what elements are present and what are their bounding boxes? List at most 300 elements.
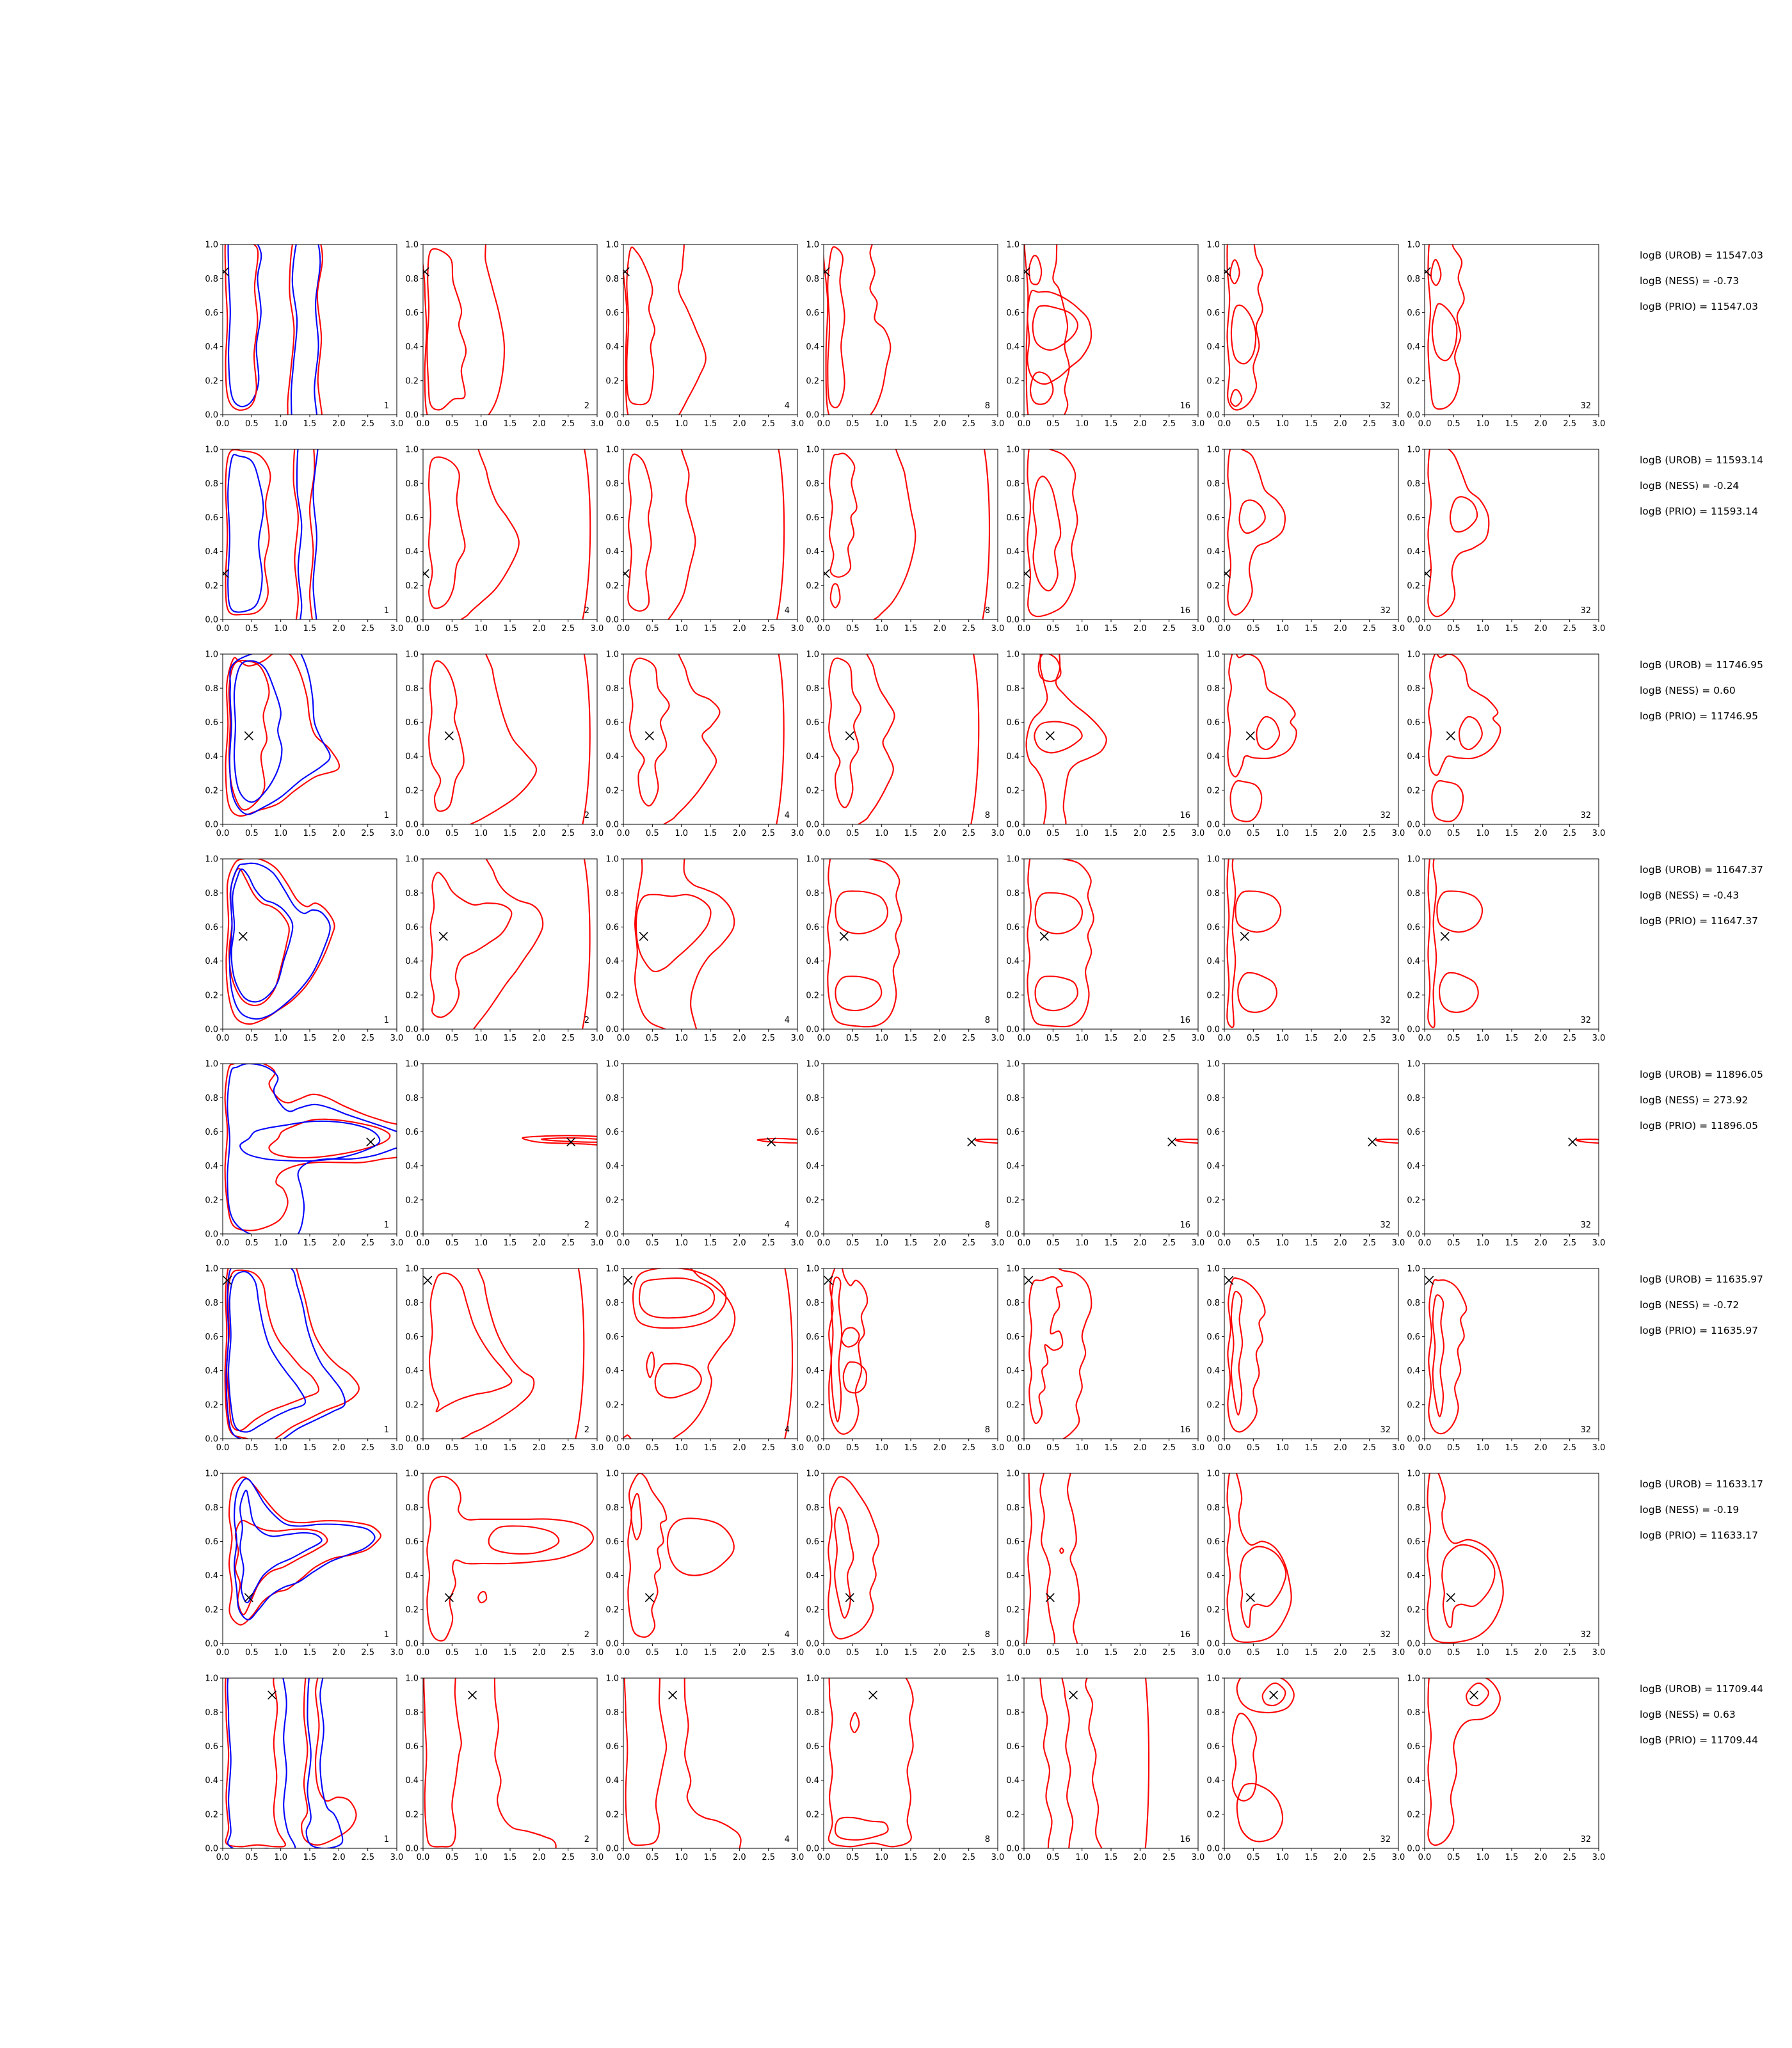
y-tick-label: 0.6 xyxy=(1006,1537,1020,1547)
axes-box xyxy=(1024,244,1198,415)
truth-marker-x xyxy=(220,268,228,276)
axes-box xyxy=(1224,654,1398,824)
y-tick-label: 0.8 xyxy=(1206,1298,1220,1308)
x-tick-label: 1.0 xyxy=(875,1648,889,1658)
subplot-canvas xyxy=(796,1263,1003,1455)
subplot-corner-label: 8 xyxy=(984,401,990,411)
x-tick-label: 0.5 xyxy=(1046,419,1060,429)
y-tick-label: 0.8 xyxy=(605,1093,619,1103)
contour-path-red xyxy=(1256,717,1279,749)
x-tick-label: 0.5 xyxy=(1246,829,1260,838)
x-tick-label: 0.5 xyxy=(645,829,659,838)
subplot-corner-label: 32 xyxy=(1380,606,1391,616)
y-tick-label: 0.2 xyxy=(605,1196,619,1206)
contour-path-red xyxy=(1227,845,1235,1027)
subplot-corner-label: 2 xyxy=(584,1835,589,1844)
y-tick-label: 0.4 xyxy=(205,957,218,967)
axes-box xyxy=(824,859,998,1029)
y-tick-label: 0.6 xyxy=(205,1127,218,1137)
subplot-canvas xyxy=(1396,854,1604,1046)
x-tick-label: 2.0 xyxy=(532,829,546,838)
contour-path-red xyxy=(1230,260,1240,284)
x-tick-label: 3.0 xyxy=(1191,1648,1205,1658)
subplot-r3c7 xyxy=(1396,649,1604,841)
contour-path-red xyxy=(1240,500,1265,532)
x-tick-label: 0.0 xyxy=(216,1034,230,1043)
x-tick-label: 1.5 xyxy=(703,1853,717,1862)
x-tick-label: 2.5 xyxy=(1363,829,1377,838)
x-tick-label: 0.5 xyxy=(645,624,659,634)
y-tick-label: 1.0 xyxy=(405,1469,419,1479)
y-tick-label: 0.8 xyxy=(405,888,419,899)
y-tick-label: 0.2 xyxy=(1006,1605,1020,1615)
contour-path-red xyxy=(478,1592,486,1603)
y-tick-label: 0.0 xyxy=(806,820,819,830)
x-tick-label: 0.0 xyxy=(1418,1238,1432,1248)
y-tick-label: 0.2 xyxy=(1407,991,1420,1001)
x-tick-label: 1.0 xyxy=(1476,1648,1490,1658)
x-tick-label: 1.0 xyxy=(474,1443,488,1453)
x-tick-label: 0.5 xyxy=(244,419,259,429)
subplot-r7c1 xyxy=(195,1468,402,1660)
subplot-r4c4 xyxy=(796,854,1003,1046)
x-tick-label: 0.0 xyxy=(1217,1034,1231,1043)
y-tick-label: 0.6 xyxy=(1006,1332,1020,1342)
contour-path-red xyxy=(1237,1784,1283,1842)
axes-box xyxy=(423,654,597,824)
x-tick-label: 2.5 xyxy=(962,419,976,429)
y-tick-label: 0.2 xyxy=(1206,581,1220,591)
row-5-annotation xyxy=(1640,1069,1787,1146)
x-tick-label: 2.5 xyxy=(361,1443,375,1453)
contour-path-red xyxy=(1027,848,1093,1027)
x-tick-label: 1.5 xyxy=(703,829,717,838)
subplot-canvas xyxy=(796,444,1003,636)
x-tick-label: 2.5 xyxy=(361,419,375,429)
x-tick-label: 2.5 xyxy=(1563,829,1577,838)
subplot-r6c4 xyxy=(796,1263,1003,1455)
subplot-canvas xyxy=(595,854,803,1046)
y-tick-label: 0.2 xyxy=(806,1605,819,1615)
x-tick-label: 1.5 xyxy=(904,1443,918,1453)
x-tick-label: 0.0 xyxy=(1418,1853,1432,1862)
y-tick-label: 0.8 xyxy=(605,274,619,284)
contour-path-red xyxy=(489,1526,559,1554)
x-tick-label: 3.0 xyxy=(790,829,804,838)
x-tick-label: 2.0 xyxy=(1133,829,1147,838)
subplot-canvas xyxy=(796,854,1003,1046)
subplot-r7c7 xyxy=(1396,1468,1604,1660)
subplot-corner-label: 1 xyxy=(383,606,389,616)
y-tick-label: 0.4 xyxy=(1407,752,1420,762)
y-tick-label: 1.0 xyxy=(205,1264,218,1274)
subplot-r6c1 xyxy=(195,1263,402,1455)
x-tick-label: 1.0 xyxy=(1276,419,1290,429)
y-tick-label: 0.2 xyxy=(1407,376,1420,387)
x-tick-label: 0.5 xyxy=(1246,624,1260,634)
x-tick-label: 2.0 xyxy=(332,1034,346,1043)
subplot-r8c5 xyxy=(996,1673,1203,1865)
x-tick-label: 2.5 xyxy=(1363,1853,1377,1862)
axes-box xyxy=(423,244,597,415)
logB-urob-label: logB (UROB) = 11746.95 xyxy=(1640,659,1764,671)
x-tick-label: 2.5 xyxy=(762,1034,776,1043)
x-tick-label: 2.0 xyxy=(732,829,746,838)
y-tick-label: 0.4 xyxy=(405,547,419,557)
row-1-annotation xyxy=(1640,250,1787,326)
contour-path-red xyxy=(630,659,669,806)
x-tick-label: 0.0 xyxy=(1017,1648,1031,1658)
x-tick-label: 3.0 xyxy=(790,1853,804,1862)
x-tick-label: 2.0 xyxy=(1533,624,1548,634)
subplot-corner-label: 4 xyxy=(784,811,790,820)
subplot-canvas xyxy=(395,239,602,431)
y-tick-label: 0.2 xyxy=(405,376,419,387)
contour-path-red xyxy=(1459,717,1482,749)
subplot-corner-label: 8 xyxy=(984,1425,990,1435)
contour-path-red xyxy=(1231,1292,1242,1415)
contour-path-red xyxy=(853,620,979,862)
subplot-corner-label: 32 xyxy=(1380,401,1391,411)
axes-box xyxy=(1425,449,1599,620)
x-tick-label: 1.5 xyxy=(303,1443,317,1453)
x-tick-label: 0.5 xyxy=(845,1443,860,1453)
x-tick-label: 2.0 xyxy=(532,624,546,634)
truth-marker-x xyxy=(1069,1691,1078,1699)
y-tick-label: 0.4 xyxy=(605,1776,619,1786)
x-tick-label: 3.0 xyxy=(991,829,1005,838)
x-tick-label: 1.0 xyxy=(675,1443,689,1453)
y-tick-label: 0.4 xyxy=(1206,957,1220,967)
contour-path-red xyxy=(1576,1139,1606,1143)
y-tick-label: 1.0 xyxy=(1006,650,1020,660)
x-tick-label: 3.0 xyxy=(390,624,404,634)
subplot-r3c3 xyxy=(595,649,803,841)
x-tick-label: 2.5 xyxy=(762,1648,776,1658)
x-tick-label: 0.5 xyxy=(1446,419,1460,429)
axes-box xyxy=(824,1268,998,1439)
axes-box xyxy=(1224,1064,1398,1234)
y-tick-label: 0.4 xyxy=(806,1776,819,1786)
x-tick-label: 1.5 xyxy=(1104,419,1118,429)
y-tick-label: 1.0 xyxy=(605,854,619,865)
logB-prio-label: logB (PRIO) = 11647.37 xyxy=(1640,915,1758,927)
y-tick-label: 0.4 xyxy=(605,342,619,353)
x-tick-label: 1.5 xyxy=(1505,1238,1519,1248)
contour-path-blue xyxy=(240,1121,380,1161)
contour-path-red xyxy=(1027,291,1091,384)
y-tick-label: 0.0 xyxy=(806,1639,819,1649)
x-tick-label: 0.0 xyxy=(1217,419,1231,429)
x-tick-label: 2.0 xyxy=(532,1034,546,1043)
x-tick-label: 1.0 xyxy=(274,624,288,634)
x-tick-label: 1.5 xyxy=(503,1238,517,1248)
x-tick-label: 1.0 xyxy=(875,829,889,838)
y-tick-label: 0.4 xyxy=(1407,1571,1420,1581)
y-tick-label: 0.6 xyxy=(405,308,419,318)
x-tick-label: 0.0 xyxy=(616,1648,630,1658)
y-tick-label: 0.0 xyxy=(1407,410,1420,420)
y-tick-label: 0.0 xyxy=(205,1025,218,1035)
subplot-canvas xyxy=(195,1468,402,1660)
subplot-r2c1 xyxy=(195,444,402,636)
x-tick-label: 2.5 xyxy=(762,1238,776,1248)
x-tick-label: 3.0 xyxy=(1391,1443,1405,1453)
x-tick-label: 2.0 xyxy=(1333,1443,1347,1453)
y-tick-label: 0.6 xyxy=(806,1741,819,1752)
subplot-corner-label: 32 xyxy=(1580,401,1591,411)
y-tick-label: 0.8 xyxy=(605,1503,619,1513)
axes-box xyxy=(824,1678,998,1848)
subplot-r2c7 xyxy=(1396,444,1604,636)
y-tick-label: 0.4 xyxy=(205,752,218,762)
axes-box xyxy=(423,449,597,620)
subplot-canvas xyxy=(595,1263,803,1455)
y-tick-label: 1.0 xyxy=(205,650,218,660)
x-tick-label: 2.0 xyxy=(532,1238,546,1248)
subplot-corner-label: 8 xyxy=(984,1016,990,1025)
x-tick-label: 0.5 xyxy=(645,1034,659,1043)
x-tick-label: 1.0 xyxy=(675,419,689,429)
x-tick-label: 2.0 xyxy=(332,1648,346,1658)
y-tick-label: 0.6 xyxy=(405,1741,419,1752)
x-tick-label: 3.0 xyxy=(590,1238,604,1248)
y-tick-label: 1.0 xyxy=(605,1469,619,1479)
subplot-r6c7 xyxy=(1396,1263,1604,1455)
x-tick-label: 0.0 xyxy=(1418,1648,1432,1658)
subplot-r3c2 xyxy=(395,649,602,841)
x-tick-label: 0.0 xyxy=(616,624,630,634)
contour-path-red xyxy=(1060,1548,1064,1553)
x-tick-label: 1.0 xyxy=(274,1648,288,1658)
y-tick-label: 0.4 xyxy=(1006,752,1020,762)
x-tick-label: 2.0 xyxy=(932,829,947,838)
y-tick-label: 0.2 xyxy=(605,581,619,591)
x-tick-label: 0.0 xyxy=(616,1853,630,1862)
y-tick-label: 0.6 xyxy=(605,922,619,932)
x-tick-label: 1.5 xyxy=(703,1648,717,1658)
contour-path-blue xyxy=(234,660,282,802)
y-tick-label: 0.8 xyxy=(605,888,619,899)
y-tick-label: 0.4 xyxy=(405,1162,419,1172)
x-tick-label: 1.5 xyxy=(1505,829,1519,838)
x-tick-label: 3.0 xyxy=(1592,829,1606,838)
y-tick-label: 0.2 xyxy=(1206,991,1220,1001)
x-tick-label: 2.0 xyxy=(932,624,947,634)
y-tick-label: 0.6 xyxy=(205,513,218,523)
x-tick-label: 2.0 xyxy=(1333,1238,1347,1248)
x-tick-label: 0.0 xyxy=(817,829,831,838)
x-tick-label: 2.5 xyxy=(361,1648,375,1658)
subplot-canvas xyxy=(595,444,803,636)
logB-prio-label: logB (PRIO) = 11746.95 xyxy=(1640,710,1758,722)
subplot-r3c5 xyxy=(996,649,1203,841)
y-tick-label: 0.8 xyxy=(806,1093,819,1103)
subplot-corner-label: 16 xyxy=(1180,1220,1190,1230)
subplot-r8c3 xyxy=(595,1673,803,1865)
contour-path-red xyxy=(1238,973,1277,1012)
y-tick-label: 0.8 xyxy=(405,684,419,694)
subplot-r2c4 xyxy=(796,444,1003,636)
subplot-corner-label: 32 xyxy=(1580,1630,1591,1640)
subplot-canvas xyxy=(996,444,1203,636)
y-tick-label: 1.0 xyxy=(806,1059,819,1069)
y-tick-label: 0.6 xyxy=(405,513,419,523)
y-tick-label: 0.4 xyxy=(205,342,218,353)
x-tick-label: 0.5 xyxy=(445,624,459,634)
x-tick-label: 2.5 xyxy=(1162,1034,1176,1043)
x-tick-label: 1.0 xyxy=(474,1238,488,1248)
contour-path-red xyxy=(453,825,590,1069)
x-tick-label: 0.0 xyxy=(216,1853,230,1862)
y-tick-label: 0.4 xyxy=(1206,342,1220,353)
contour-path-red xyxy=(835,1818,888,1840)
y-tick-label: 0.4 xyxy=(1206,1571,1220,1581)
contour-path-red xyxy=(448,620,589,864)
x-tick-label: 1.0 xyxy=(1276,1034,1290,1043)
y-tick-label: 0.6 xyxy=(205,1332,218,1342)
truth-marker-x xyxy=(1021,570,1030,578)
x-tick-label: 1.0 xyxy=(474,1034,488,1043)
x-tick-label: 3.0 xyxy=(590,829,604,838)
x-tick-label: 1.0 xyxy=(875,1443,889,1453)
logB-ness-label: logB (NESS) = -0.72 xyxy=(1640,1299,1740,1311)
x-tick-label: 1.0 xyxy=(1476,1853,1490,1862)
x-tick-label: 1.0 xyxy=(1276,624,1290,634)
y-tick-label: 0.0 xyxy=(1407,1229,1420,1240)
y-tick-label: 1.0 xyxy=(405,854,419,865)
contour-path-red xyxy=(1027,438,1077,616)
x-tick-label: 1.5 xyxy=(1304,1034,1318,1043)
x-tick-label: 1.0 xyxy=(274,1443,288,1453)
y-tick-label: 0.6 xyxy=(1407,1741,1420,1752)
y-tick-label: 0.0 xyxy=(806,1025,819,1035)
x-tick-label: 0.5 xyxy=(244,829,259,838)
y-tick-label: 0.4 xyxy=(405,1776,419,1786)
row-6-annotation xyxy=(1640,1274,1787,1350)
truth-marker-x xyxy=(821,570,829,578)
y-tick-label: 0.8 xyxy=(405,1298,419,1308)
x-tick-label: 0.5 xyxy=(645,1443,659,1453)
y-tick-label: 0.6 xyxy=(405,1332,419,1342)
axes-box xyxy=(824,244,998,415)
contour-path-red xyxy=(828,247,844,408)
y-tick-label: 0.4 xyxy=(1206,1366,1220,1377)
axes-box xyxy=(1024,654,1198,824)
subplot-corner-label: 32 xyxy=(1380,1016,1391,1025)
y-tick-label: 0.0 xyxy=(1006,1229,1020,1240)
y-tick-label: 0.2 xyxy=(806,991,819,1001)
contour-path-red xyxy=(225,650,339,816)
subplot-r8c4 xyxy=(796,1673,1003,1865)
y-tick-label: 1.0 xyxy=(1407,1264,1420,1274)
x-tick-label: 2.0 xyxy=(332,1443,346,1453)
contour-path-red xyxy=(860,415,989,658)
y-tick-label: 0.8 xyxy=(405,1503,419,1513)
logB-ness-label: logB (NESS) = -0.19 xyxy=(1640,1504,1740,1516)
x-tick-label: 0.0 xyxy=(1217,1648,1231,1658)
subplot-r8c7 xyxy=(1396,1673,1604,1865)
contour-path-red xyxy=(628,454,652,611)
subplot-corner-label: 32 xyxy=(1380,1630,1391,1640)
y-tick-label: 0.8 xyxy=(1006,274,1020,284)
x-tick-label: 3.0 xyxy=(590,624,604,634)
x-tick-label: 2.5 xyxy=(962,624,976,634)
y-tick-label: 1.0 xyxy=(1206,650,1220,660)
x-tick-label: 0.0 xyxy=(1418,624,1432,634)
y-tick-label: 0.2 xyxy=(806,1810,819,1820)
x-tick-label: 2.5 xyxy=(561,1443,575,1453)
contour-path-blue xyxy=(228,454,263,612)
contour-path-red xyxy=(823,221,890,426)
x-tick-label: 1.5 xyxy=(503,419,517,429)
contour-path-red xyxy=(227,1270,319,1430)
subplot-r7c2 xyxy=(395,1468,602,1660)
y-tick-label: 0.0 xyxy=(405,1434,419,1444)
x-tick-label: 2.0 xyxy=(1133,1648,1147,1658)
x-tick-label: 0.5 xyxy=(1246,1238,1260,1248)
x-tick-label: 2.5 xyxy=(762,1853,776,1862)
subplot-corner-label: 1 xyxy=(383,811,389,820)
y-tick-label: 0.2 xyxy=(1006,1196,1020,1206)
y-tick-label: 0.4 xyxy=(405,752,419,762)
subplot-corner-label: 32 xyxy=(1580,1016,1591,1025)
x-tick-label: 3.0 xyxy=(1191,1034,1205,1043)
subplot-r6c5 xyxy=(996,1263,1203,1455)
y-tick-label: 1.0 xyxy=(1006,240,1020,250)
y-tick-label: 0.6 xyxy=(1407,1332,1420,1342)
y-tick-label: 0.4 xyxy=(1206,752,1220,762)
logB-ness-label: logB (NESS) = 0.63 xyxy=(1640,1709,1736,1720)
subplot-corner-label: 16 xyxy=(1180,1016,1190,1025)
contour-path-red xyxy=(1439,973,1478,1012)
y-tick-label: 0.4 xyxy=(1006,1162,1020,1172)
y-tick-label: 0.8 xyxy=(605,1298,619,1308)
x-tick-label: 1.5 xyxy=(503,1648,517,1658)
x-tick-label: 1.0 xyxy=(875,419,889,429)
x-tick-label: 0.0 xyxy=(817,1648,831,1658)
x-tick-label: 1.0 xyxy=(875,1034,889,1043)
subplot-r4c1 xyxy=(195,854,402,1046)
x-tick-label: 1.0 xyxy=(1276,1853,1290,1862)
y-tick-label: 0.2 xyxy=(806,376,819,387)
y-tick-label: 0.4 xyxy=(205,1366,218,1377)
y-tick-label: 0.4 xyxy=(806,1571,819,1581)
y-tick-label: 0.6 xyxy=(1206,1741,1220,1752)
logB-ness-label: logB (NESS) = -0.24 xyxy=(1640,480,1740,492)
x-tick-label: 1.5 xyxy=(303,1853,317,1862)
x-tick-label: 1.0 xyxy=(675,1648,689,1658)
axes-box xyxy=(223,244,397,415)
x-tick-label: 2.5 xyxy=(1162,1648,1176,1658)
subplot-corner-label: 8 xyxy=(984,1220,990,1230)
y-tick-label: 0.6 xyxy=(1206,717,1220,728)
subplot-corner-label: 4 xyxy=(784,1425,790,1435)
x-tick-label: 2.0 xyxy=(532,1443,546,1453)
x-tick-label: 0.0 xyxy=(1418,419,1432,429)
subplot-canvas xyxy=(395,854,602,1046)
y-tick-label: 0.0 xyxy=(1206,1844,1220,1854)
x-tick-label: 0.5 xyxy=(645,1853,659,1862)
y-tick-label: 0.8 xyxy=(806,274,819,284)
x-tick-label: 1.5 xyxy=(503,1034,517,1043)
axes-box xyxy=(223,1064,397,1234)
x-tick-label: 3.0 xyxy=(790,1443,804,1453)
contour-path-red xyxy=(628,1473,666,1637)
x-tick-label: 1.5 xyxy=(1505,1853,1519,1862)
y-tick-label: 0.2 xyxy=(205,1400,218,1411)
truth-marker-x xyxy=(968,1138,976,1146)
